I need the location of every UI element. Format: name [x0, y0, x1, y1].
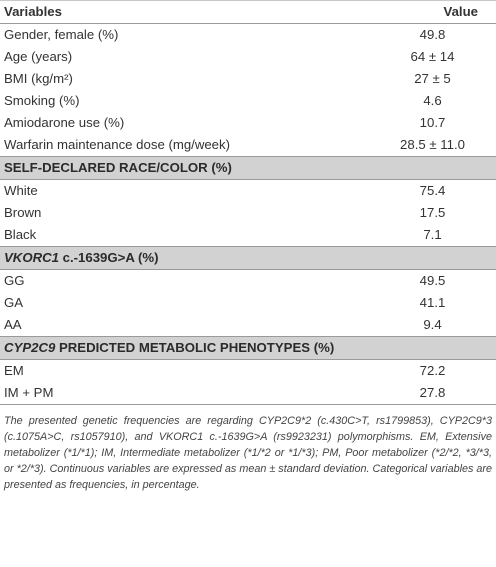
- section-title-text: PREDICTED METABOLIC PHENOTYPES (%): [55, 340, 335, 355]
- table-row: [0, 224, 496, 247]
- row-value: 49.8: [419, 27, 446, 42]
- table-row: [0, 202, 496, 224]
- row-label: Brown: [4, 205, 42, 220]
- row-label: IM + PM: [0, 382, 369, 405]
- header-variables: Variables: [0, 1, 369, 24]
- table-footnote: The presented genetic frequencies are regarding CYP2C9*2 (c.430C>T, rs1799853), CYP2C9*3 (c.1075A>C, rs1057910), and VKORC1 c.-1639G>A (rs9923231) polymorphisms. EM, Extensive metabolizer (*1/*1); IM, Intermediate metabolizer (*1/*2 or *1/*3); PM, Poor metabolizer (*2/*2, *3/*3, or *2/*3). Continuous variables are expressed as mean ± standard deviation. Categorical variables are presented as frequencies, in percentage.: [4, 415, 492, 491]
- table-row: [0, 112, 496, 134]
- row-label: Age (years): [4, 49, 73, 64]
- section-header-race: [0, 157, 496, 180]
- table-row: [0, 134, 496, 157]
- section-title: [0, 157, 496, 180]
- row-value: 41.1: [419, 295, 446, 310]
- row-value: 9.4: [423, 317, 442, 332]
- row-label: White: [4, 183, 38, 198]
- table-row: [0, 180, 496, 203]
- row-value: 75.4: [419, 183, 446, 198]
- table-row: [0, 314, 496, 337]
- row-value: 27.8: [369, 382, 496, 405]
- table-row: [0, 24, 496, 47]
- row-label: Gender, female (%): [4, 27, 119, 42]
- row-value: 49.5: [419, 273, 446, 288]
- row-value: 72.2: [419, 363, 446, 378]
- row-label: Amiodarone use (%): [4, 115, 125, 130]
- row-label: GA: [4, 295, 24, 310]
- row-label: GG: [4, 273, 25, 288]
- table-row: [0, 270, 496, 293]
- row-label: BMI (kg/m²): [4, 71, 73, 86]
- row-label: Smoking (%): [4, 93, 80, 108]
- section-title-gene: VKORC1: [4, 250, 59, 265]
- section-header-vkorc1: [0, 247, 496, 270]
- row-value: 28.5 ± 11.0: [400, 137, 465, 152]
- row-label: EM: [4, 363, 24, 378]
- header-value: Value: [369, 1, 496, 24]
- row-value: 10.7: [419, 115, 446, 130]
- table-row: [0, 382, 496, 405]
- table-row: [0, 68, 496, 90]
- row-label: Black: [4, 227, 37, 242]
- table-row: [0, 46, 496, 68]
- table-row: [0, 360, 496, 383]
- section-title-text: c.-1639G>A (%): [58, 250, 159, 265]
- section-header-cyp2c9: [0, 337, 496, 360]
- section-title-text: SELF-DECLARED RACE/COLOR (%): [4, 160, 232, 175]
- row-value: 27 ± 5: [414, 71, 451, 86]
- row-label: Warfarin maintenance dose (mg/week): [4, 137, 230, 152]
- table-header-row: [0, 1, 496, 24]
- section-title-gene: CYP2C9: [4, 340, 56, 355]
- section-title: [0, 247, 496, 270]
- row-value: 64 ± 14: [410, 49, 455, 64]
- row-value: 17.5: [419, 205, 446, 220]
- row-value: 4.6: [423, 93, 442, 108]
- row-value: 7.1: [423, 227, 442, 242]
- table-row: [0, 90, 496, 112]
- section-title: [0, 337, 496, 360]
- row-label: AA: [4, 317, 22, 332]
- table-row: [0, 292, 496, 314]
